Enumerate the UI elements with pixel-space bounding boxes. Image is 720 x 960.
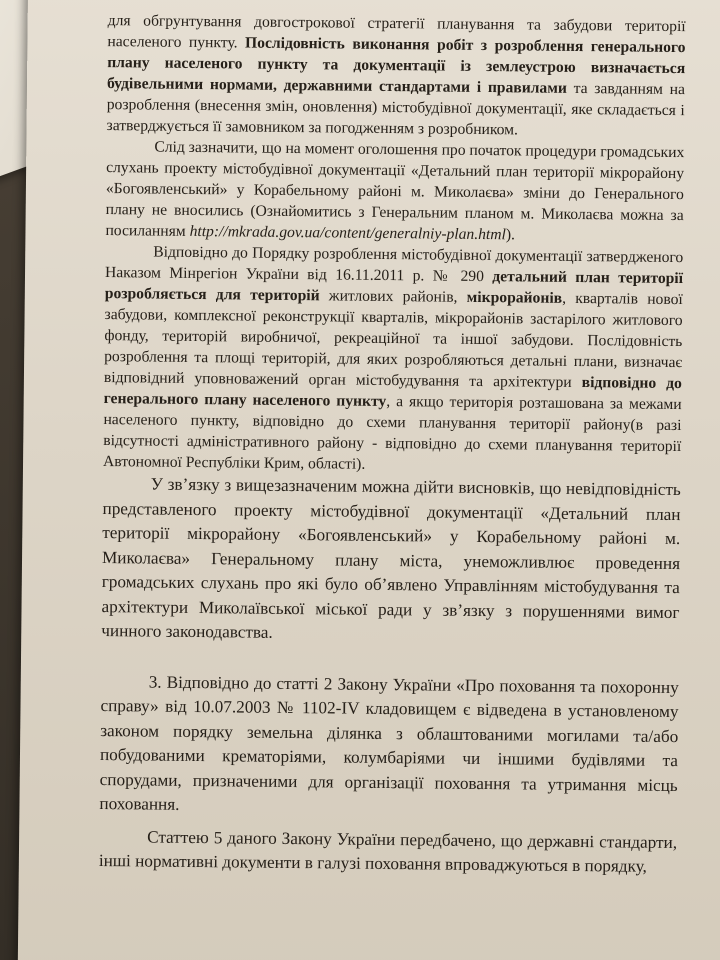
paragraph-continuation: для обгрунтування довгострокової стратегії планування та забудови території населеного пункту. Послідовність виконання робіт з розроблення генерального плану населеного пункту та документації із землеустрою визначається будівельними нормами, державними стандартами і правилами та завданням на розроблення (внесення змін, оновлення) містобудівної документації, яке складається і затверджується її замовником за погодженням з розробником.	[106, 12, 686, 139]
document-page	[18, 0, 720, 960]
paragraph-detailed-plan-order: Відповідно до Порядку розроблення містобудівної документації затвердженого Наказом Мінрегіон України від 16.11.2011 р. № 290 детальний план території розробляється для територій житлових районів, мікрорайонів, кварталів нової забудови, комплексної реконструкції кварталів, мікрорайонів застарілого житлового фонду, територій виробничої, рекреаційної та іншої забудови. Послідовність розроблення та площі територій, для яких розробляються детальні плани, визначає відповідний уповноважений орган містобудування та архітектури відповідно до генерального плану населеного пункту, а якщо територія розташована за межами населеного пункту, відповідно до схеми планування території району(в разі відсутності адміністративного району - відповідно до схеми планування території Автономної Республіки Крим, області).	[102, 243, 684, 473]
paragraph-burial-law: 3. Відповідно до статті 2 Закону України «Про поховання та похоронну справу» від 10.07.2003 № 1102-IV кладовищем є відведена в установленому законом порядку земельна ділянка з облаштованими могилами та/або побудованими крематоріями, колумбаріями чи іншими будівлями та спорудами, призначеними для організації поховання та утримання місць поховання.	[99, 672, 679, 814]
general-plan-link[interactable]: http://mkrada.gov.ua/content/generalniy-plan.html	[189, 222, 506, 244]
bold-text: детальний план території розробляється для територій	[104, 268, 684, 305]
paragraph-conclusion: У зв’язку з вищезазначеним можна дійти висновків, що невідповідність представленого проекту містобудівної документації «Детальний план території мікрорайону «Богоявленський» у Корабельному районі м. Миколаєва» Генеральному плану міста, унеможливлює проведення громадських слухань про які було об’явлено Управлінням містобудування та архітектури Миколаївської міської ради у зв’язку з порушеннями вимог чинного законодавства.	[101, 474, 681, 642]
bold-text: Послідовність виконання робіт з розроблення генерального плану населеного пункту та документації із землеустрою визначається будівельними нормами, державними стандартами і правилами	[106, 34, 686, 97]
bold-text: відповідно до генерального плану населеного пункту	[103, 374, 683, 411]
bold-text: мікрорайонів	[466, 288, 563, 307]
paragraph-general-plan-note: Слід зазначити, що на момент оголошення про початок процедури громадських слухань проекту містобудівної документації «Детальний план території мікрорайону «Богоявленський» у Корабельному районі м. Миколаєва» зміни до Генерального плану не вносились (Ознайомитись з Генеральним планом м. Миколаєва можна за посиланням http://mkrada.gov.ua/content/generalniy-plan.html).	[105, 138, 685, 244]
paragraph-standards: Статтею 5 даного Закону України передбачено, що державні стандарти, інші нормативні документи в галузі поховання впроваджуються в порядку,	[98, 827, 678, 876]
document-body	[98, 0, 686, 876]
